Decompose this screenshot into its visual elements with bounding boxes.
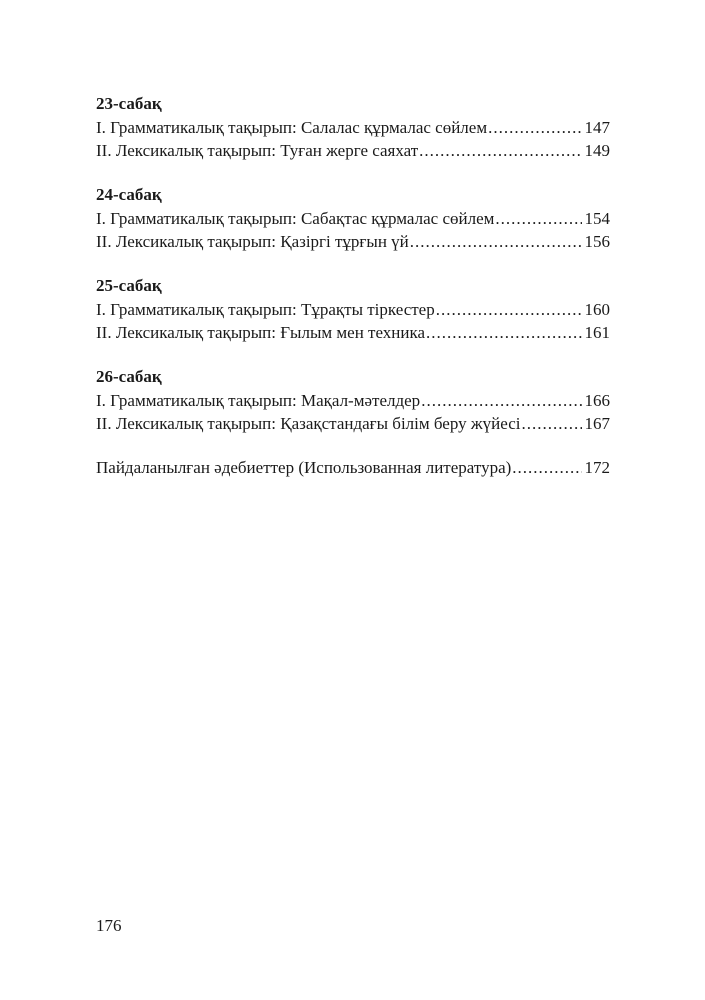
page-number: 176 xyxy=(96,916,122,935)
toc-entry-page: 160 xyxy=(584,300,610,319)
toc-entry-text: II. Лексикалық тақырып: Ғылым мен техника xyxy=(96,323,426,342)
toc-entry-page: 167 xyxy=(584,414,610,433)
dot-leader xyxy=(521,412,581,435)
lesson-section xyxy=(96,183,610,253)
toc-entry-page: 156 xyxy=(584,232,610,251)
toc-entry xyxy=(96,139,610,162)
dot-leader xyxy=(421,389,581,412)
toc-entry xyxy=(96,412,610,435)
dot-leader xyxy=(419,139,581,162)
bibliography-page: 172 xyxy=(584,458,610,477)
toc-entry-text: I. Грамматикалық тақырып: Тұрақты тіркестер xyxy=(96,300,435,319)
toc-entry-text: II. Лексикалық тақырып: Туған жерге саяхат xyxy=(96,141,419,160)
toc-entry-text: II. Лексикалық тақырып: Қазақстандағы білім беру жүйесі xyxy=(96,414,521,433)
bibliography-section xyxy=(96,456,610,479)
lesson-title: 26-сабақ xyxy=(96,367,162,386)
dot-leader xyxy=(512,456,581,479)
dot-leader xyxy=(495,207,581,230)
dot-leader xyxy=(436,298,582,321)
toc-entry xyxy=(96,116,610,139)
lesson-title: 24-сабақ xyxy=(96,185,162,204)
toc-entry xyxy=(96,389,610,412)
toc-entry-text: II. Лексикалық тақырып: Қазіргі тұрғын үй xyxy=(96,232,409,251)
toc-entry-page: 161 xyxy=(584,323,610,342)
lesson-section xyxy=(96,274,610,344)
lesson-section xyxy=(96,92,610,162)
toc-entry-page: 149 xyxy=(584,141,610,160)
toc-entry xyxy=(96,298,610,321)
toc-entry-text: I. Грамматикалық тақырып: Сабақтас құрмалас сөйлем xyxy=(96,209,495,228)
dot-leader xyxy=(410,230,582,253)
toc-entry-page: 147 xyxy=(584,118,610,137)
toc-entry-text: I. Грамматикалық тақырып: Мақал-мәтелдер xyxy=(96,391,421,410)
toc-entry xyxy=(96,230,610,253)
toc-entry-text: I. Грамматикалық тақырып: Салалас құрмалас сөйлем xyxy=(96,118,488,137)
lesson-title: 25-сабақ xyxy=(96,276,162,295)
bibliography-text: Пайдаланылған әдебиеттер (Использованная литература) xyxy=(96,458,512,477)
toc-entry-page: 166 xyxy=(584,391,610,410)
toc-entry xyxy=(96,321,610,344)
lesson-section xyxy=(96,365,610,435)
toc-entry-page: 154 xyxy=(584,209,610,228)
toc-entry xyxy=(96,207,610,230)
dot-leader xyxy=(426,321,581,344)
dot-leader xyxy=(488,116,581,139)
lesson-title: 23-сабақ xyxy=(96,94,162,113)
bibliography-entry xyxy=(96,456,610,479)
table-of-contents xyxy=(96,92,610,500)
